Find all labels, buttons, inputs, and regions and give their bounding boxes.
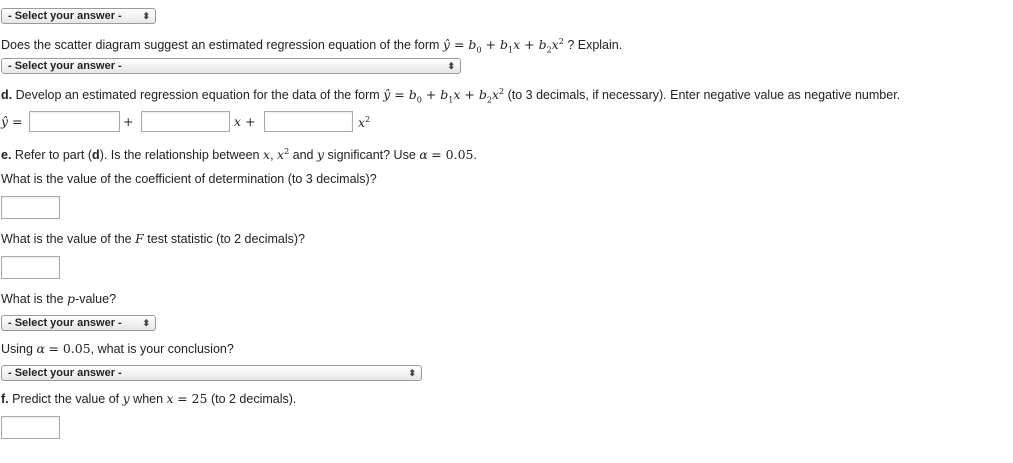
- equation-form: ŷ = $b_0 + b_1x + b_2x^2$: [383, 87, 505, 105]
- b0-input[interactable]: [29, 111, 120, 132]
- form-select[interactable]: [1, 8, 156, 24]
- x-plus-label: x +: [234, 114, 256, 129]
- r2-question: What is the value of the coefficient of determination (to 3 decimals)?: [1, 172, 377, 186]
- f-stat-question: What is the value of the F test statistic (to 2 decimals)?: [1, 231, 305, 246]
- f-stat-input[interactable]: [1, 256, 60, 279]
- x-squared-label: $x^2$: [358, 115, 371, 131]
- part-f-question: f. Predict the value of y when x = 25 (to 2 decimals).: [1, 391, 297, 406]
- select-arrows-icon: ⬍: [142, 318, 150, 328]
- plus-sign: +: [123, 114, 134, 129]
- form-explain-select[interactable]: [1, 58, 461, 74]
- prediction-input[interactable]: [1, 416, 60, 439]
- conclusion-question: Using α = 0.05, what is your conclusion?: [1, 341, 234, 356]
- equation-form: ŷ = $b_0 + b_1x + b_2x^2$: [442, 37, 564, 55]
- select-arrows-icon: ⬍: [408, 368, 416, 378]
- select-arrows-icon: ⬍: [142, 11, 150, 21]
- b1-input[interactable]: [141, 111, 230, 132]
- conclusion-select-value: - Select your answer -: [8, 367, 122, 379]
- r2-input[interactable]: [1, 196, 60, 219]
- pvalue-question: What is the p-value?: [1, 291, 117, 306]
- form-question: Does the scatter diagram suggest an estimated regression equation of the form ŷ = $b_0 + b_1x + b_2x^2$ ? Explain.: [1, 37, 623, 55]
- select-arrows-icon: ⬍: [447, 61, 455, 71]
- b2-input[interactable]: [264, 111, 353, 132]
- pvalue-select[interactable]: [1, 315, 156, 331]
- part-d-question: d. Develop an estimated regression equation for the data of the form ŷ = $b_0 + b_1x + b_2x^2$ (to 3 decimals, if necessary). Enter negative value as negative number.: [1, 87, 901, 105]
- form-explain-select-value: - Select your answer -: [8, 60, 122, 72]
- conclusion-select[interactable]: [1, 365, 422, 381]
- part-e-question: e. Refer to part (d). Is the relationship between x, $x^2$ and y significant? Use α = 0.05.: [1, 147, 477, 163]
- pvalue-select-value: - Select your answer -: [8, 317, 122, 329]
- form-select-value: - Select your answer -: [8, 10, 122, 22]
- y-hat-equals: ŷ =: [1, 114, 23, 129]
